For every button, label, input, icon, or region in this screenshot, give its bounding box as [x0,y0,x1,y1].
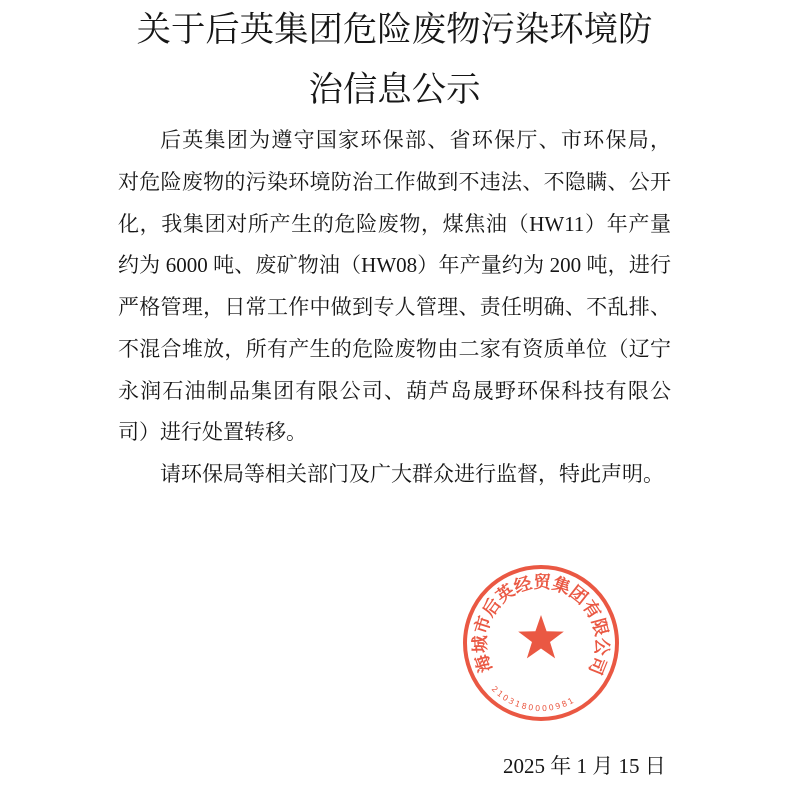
body-line: 后英集团为遵守国家环保部、省环保厅、市环保局， [160,128,671,152]
body-line: 请环保局等相关部门及广大群众进行监督，特此声明。 [160,462,664,486]
seal-name: 海城市后英经贸集团有限公司 [470,572,612,678]
body-line: 约为 6000 吨、废矿物油（HW08）年产量约为 200 吨，进行 [118,253,671,278]
document-body [118,120,671,496]
body-line: 化，我集团对所产生的危险废物，煤焦油（HW11）年产量 [118,211,671,236]
document-title-text: 关于后英集团危险废物污染环境防治信息公示 [136,11,653,109]
body-line: 永润石油制品集团有限公司、葫芦岛晟野环保科技有限公 [118,378,671,403]
body-line: 严格管理，日常工作中做到专人管理、责任明确、不乱排、 [118,295,671,319]
seal-code: 2103180000981 [489,684,577,714]
document-title [0,0,789,120]
body-line: 不混合堆放，所有产生的危险废物由二家有资质单位（辽宁 [118,336,671,361]
company-seal [461,563,621,723]
paragraph [118,454,671,496]
star-icon [518,615,564,658]
paragraph [118,120,671,454]
body-line: 司）进行处置转移。 [118,420,307,445]
body-line: 对危险废物的污染环境防治工作做到不违法、不隐瞒、公开 [118,169,671,194]
issue-date: 2025 年 1 月 15 日 [503,754,666,778]
